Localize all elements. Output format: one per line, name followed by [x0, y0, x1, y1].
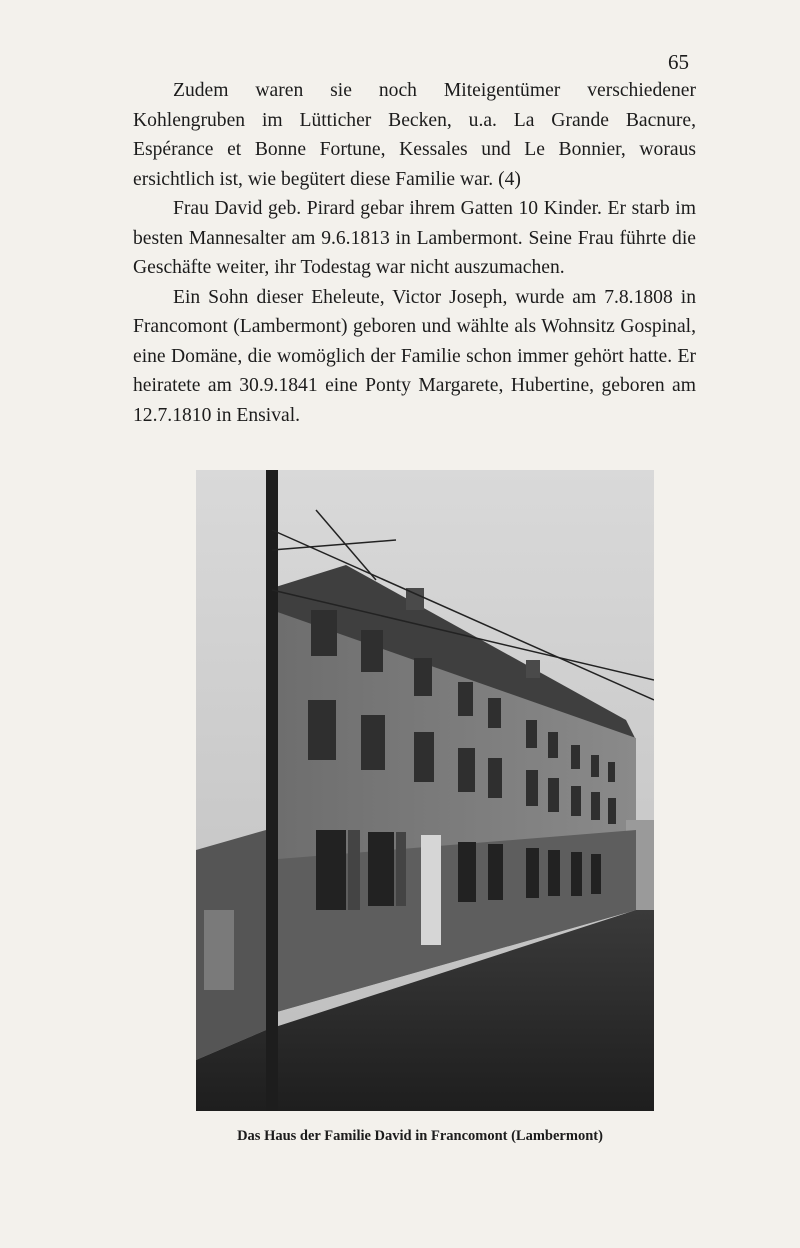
paragraph-2: Frau David geb. Pirard gebar ihrem Gatten 10 Kinder. Er starb im besten Mannesalter am 9.6.1813 in Lambermont. Seine Frau führte die Geschäfte weiter, ihr Todestag war nicht auszumachen.: [133, 198, 696, 278]
house-photo: [196, 470, 654, 1111]
body-text: [133, 76, 696, 430]
paragraph-1: Zudem waren sie noch Miteigentümer verschiedener Kohlengruben im Lütticher Becken, u.a. La Grande Bacnure, Espérance et Bonne Fortune, Kessales und Le Bonnier, woraus ersichtlich ist, wie begütert diese Familie war. (4): [133, 80, 696, 190]
figure-caption: Das Haus der Familie David in Francomont (Lambermont): [237, 1128, 603, 1144]
page-number: 65: [668, 50, 689, 74]
paragraph-3: Ein Sohn dieser Eheleute, Victor Joseph, wurde am 7.8.1808 in Francomont (Lambermont) geboren und wählte als Wohnsitz Gospinal, eine Domäne, die womöglich der Familie schon immer gehört hatte. Er heiratete am 30.9.1841 eine Ponty Margarete, Hubertine, geboren am 12.7.1810 in Ensival.: [133, 286, 696, 426]
